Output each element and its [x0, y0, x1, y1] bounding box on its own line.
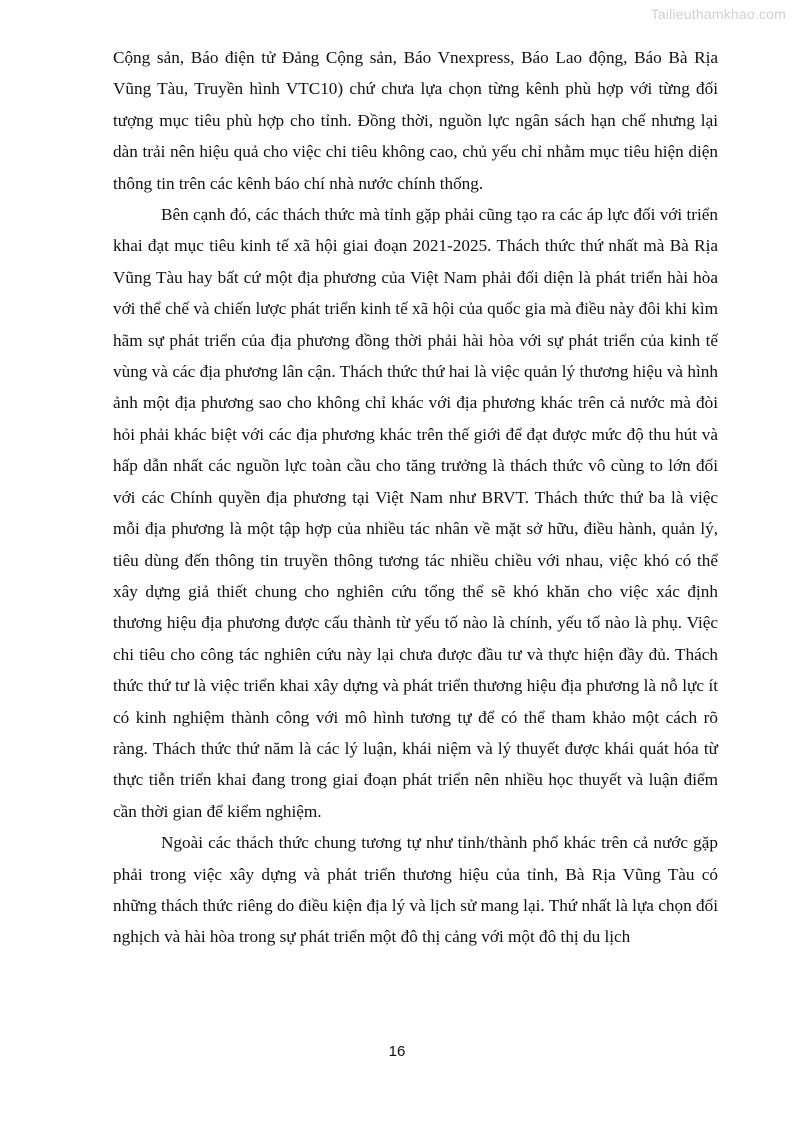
page-body	[113, 42, 718, 953]
paragraph-3: Ngoài các thách thức chung tương tự như tỉnh/thành phố khác trên cả nước gặp phải trong việc xây dựng và phát triển thương hiệu của tỉnh, Bà Rịa Vũng Tàu có những thách thức riêng do điều kiện địa lý và lịch sử mang lại. Thứ nhất là lựa chọn đối nghịch và hài hòa trong sự phát triển một đô thị cảng với một đô thị du lịch	[113, 833, 718, 947]
paragraph-2: Bên cạnh đó, các thách thức mà tỉnh gặp phải cũng tạo ra các áp lực đối với triển khai đạt mục tiêu kinh tế xã hội giai đoạn 2021-2025. Thách thức thứ nhất mà Bà Rịa Vũng Tàu hay bất cứ một địa phương của Việt Nam phải đối diện là phát triển hài hòa với thể chế và chiến lược phát triển kinh tế xã hội của quốc gia mà điều này đôi khi kìm hãm sự phát triển của địa phương đồng thời phải hài hòa với sự phát triển của kinh tế vùng và các địa phương lân cận. Thách thức thứ hai là việc quản lý thương hiệu và hình ảnh một địa phương sao cho không chỉ khác với địa phương khác trên cả nước mà đòi hỏi phải khác biệt với các địa phương khác trên thế giới để đạt được mức độ thu hút và hấp dẫn nhất các nguồn lực toàn cầu cho tăng trưởng là thách thức vô cùng to lớn đối với các Chính quyền địa phương tại Việt Nam như BRVT. Thách thức thứ ba là việc mỗi địa phương là một tập hợp của nhiều tác nhân về mặt sở hữu, điều hành, quản lý, tiêu dùng đến thông tin truyền thông tương tác nhiều chiều với nhau, việc khó có thể xây dựng giả thiết chung cho nghiên cứu tổng thể sẽ khó khăn cho việc xác định thương hiệu địa phương được cấu thành từ yếu tố nào là chính, yếu tố nào là phụ. Việc chi tiêu cho công tác nghiên cứu này lại chưa được đầu tư và thực hiện đầy đủ. Thách thức thứ tư là việc triển khai xây dựng và phát triển thương hiệu địa phương là nỗ lực ít có kinh nghiệm thành công với mô hình tương tự để có thể tham khảo một cách rõ ràng. Thách thức thứ năm là các lý luận, khái niệm và lý thuyết được khái quát hóa từ thực tiễn triển khai đang trong giai đoạn phát triển nên nhiều học thuyết và luận điểm cần thời gian để kiểm nghiệm.	[113, 205, 718, 821]
watermark-text: Tailieuthamkhao.com	[650, 6, 786, 22]
page-number: 16	[388, 1043, 406, 1060]
paragraph-1: Cộng sản, Báo điện tử Đảng Cộng sản, Báo Vnexpress, Báo Lao động, Báo Bà Rịa Vũng Tàu, Truyền hình VTC10) chứ chưa lựa chọn từng kênh phù hợp với từng đối tượng mục tiêu phù hợp cho tỉnh. Đồng thời, nguồn lực ngân sách hạn chế nhưng lại dàn trải nên hiệu quả cho việc chi tiêu không cao, chủ yếu chỉ nhằm mục tiêu hiện diện thông tin trên các kênh báo chí nhà nước chính thống.	[113, 48, 718, 193]
